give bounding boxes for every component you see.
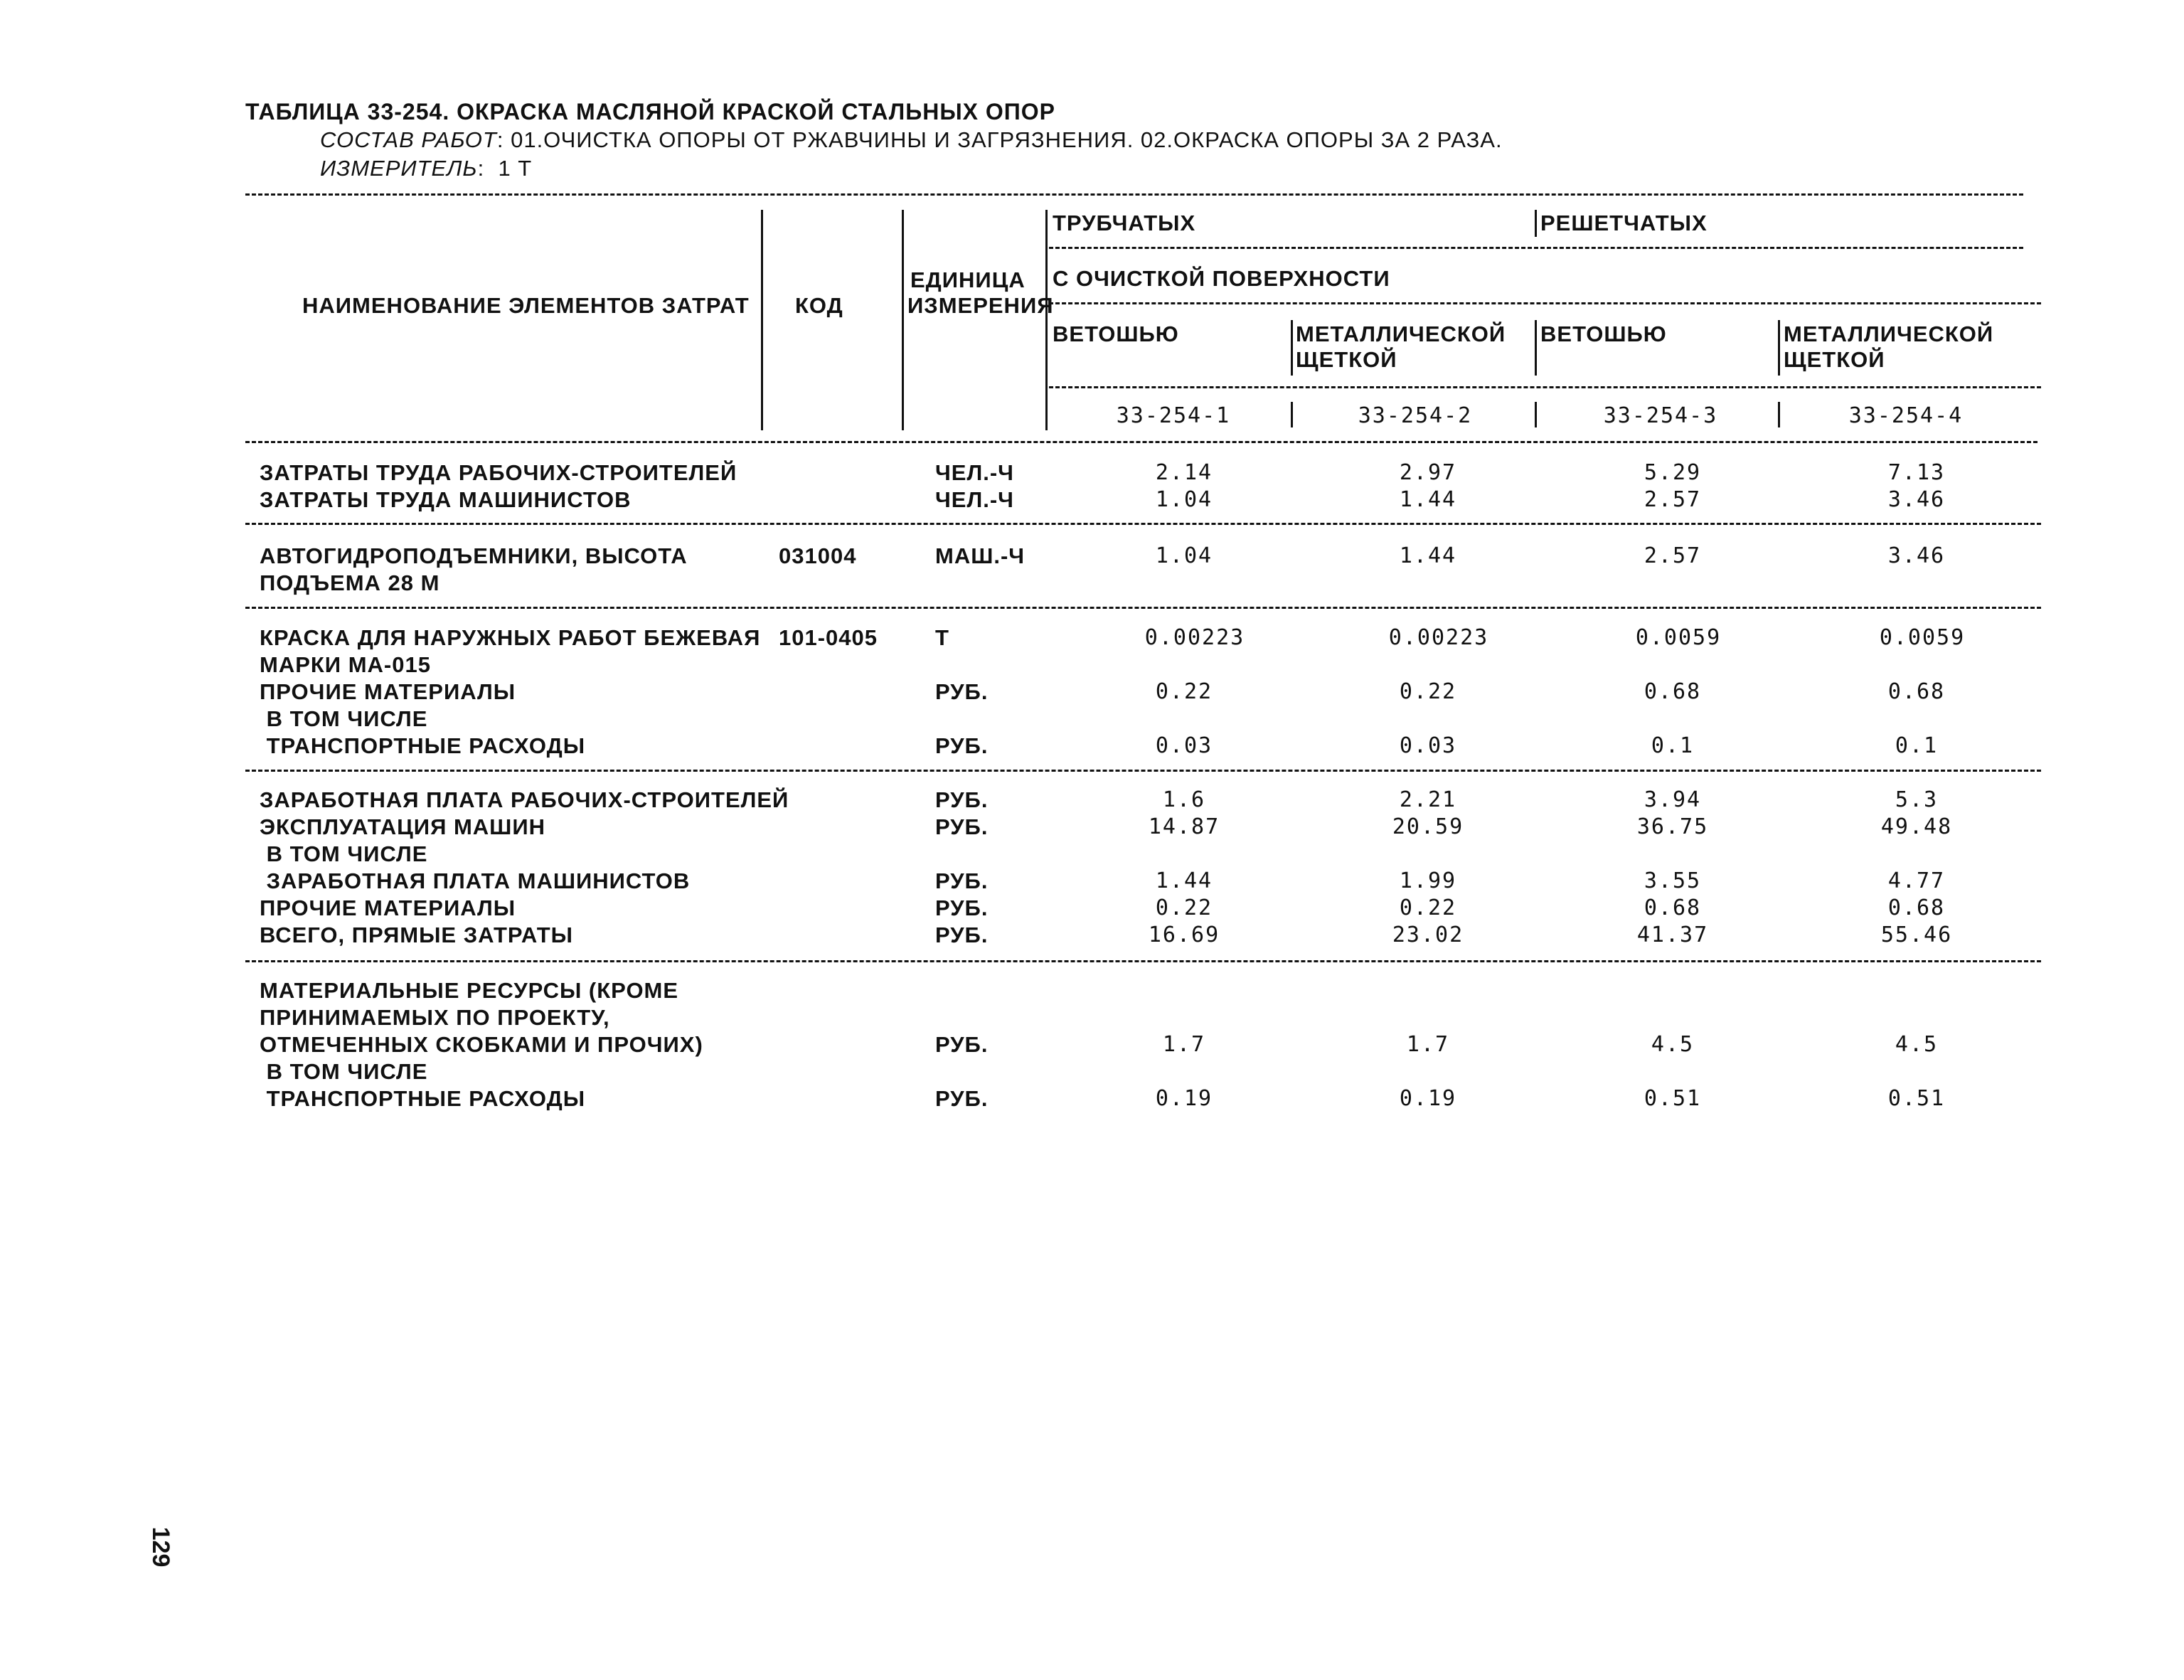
norm-code-3: 33-254-3	[1603, 403, 1718, 428]
row-value: 0.0059	[1635, 625, 1722, 650]
method-rag-1: ВЕТОШЬЮ	[1053, 321, 1179, 346]
row-value: 3.94	[1644, 787, 1702, 812]
row-value: 23.02	[1392, 923, 1464, 947]
row-value: 41.37	[1636, 923, 1709, 947]
norm-code-1: 33-254-1	[1116, 403, 1231, 428]
row-value: 1.44	[1399, 487, 1457, 512]
row-value: 0.22	[1155, 679, 1213, 704]
row-name: МАТЕРИАЛЬНЫЕ РЕСУРСЫ (КРОМЕ	[260, 978, 679, 1003]
row-unit: РУБ.	[935, 923, 989, 947]
row-value: 2.21	[1399, 787, 1457, 812]
row-value: 1.44	[1155, 868, 1213, 893]
row-value: 16.69	[1148, 923, 1220, 947]
row-name: ЗАТРАТЫ ТРУДА РАБОЧИХ-СТРОИТЕЛЕЙ	[260, 460, 737, 485]
row-name: ПРИНИМАЕМЫХ ПО ПРОЕКТУ,	[260, 1005, 610, 1030]
row-value: 0.19	[1399, 1086, 1457, 1111]
row-unit: РУБ.	[935, 868, 989, 893]
row-name-cont: МАРКИ МА-015	[260, 652, 431, 677]
row-name: В ТОМ ЧИСЛЕ	[260, 841, 428, 866]
row-value: 1.7	[1406, 1032, 1450, 1057]
row-value: 0.22	[1155, 895, 1213, 920]
col-divider-unit	[1045, 210, 1048, 430]
meter-text: : 1 Т	[477, 156, 533, 181]
code-divider-4	[1778, 402, 1780, 427]
row-name: ЭКСПЛУАТАЦИЯ МАШИН	[260, 814, 546, 839]
row-value: 4.77	[1887, 868, 1946, 893]
method-rag-2: ВЕТОШЬЮ	[1540, 321, 1667, 346]
col-divider-v2	[1291, 320, 1293, 376]
row-value: 14.87	[1148, 814, 1220, 839]
row-name: В ТОМ ЧИСЛЕ	[260, 706, 428, 731]
row-code: 031004	[779, 543, 857, 568]
group-divider	[1535, 210, 1537, 237]
method-brush-2a: МЕТАЛЛИЧЕСКОЙ	[1784, 321, 1994, 346]
measure-unit	[320, 156, 532, 181]
work-text: : 01.ОЧИСТКА ОПОРЫ ОТ РЖАВЧИНЫ И ЗАГРЯЗНЕНИЯ. 02.ОКРАСКА ОПОРЫ ЗА 2 РАЗА.	[496, 127, 1503, 152]
section-rule	[245, 960, 2041, 962]
row-value: 0.51	[1887, 1086, 1946, 1111]
row-value: 1.6	[1162, 787, 1206, 812]
row-value: 2.57	[1644, 543, 1702, 568]
group-tubular: ТРУБЧАТЫХ	[1053, 211, 1196, 235]
row-value: 0.1	[1651, 733, 1695, 758]
norm-code-4: 33-254-4	[1848, 403, 1964, 428]
row-name: ОТМЕЧЕННЫХ СКОБКАМИ И ПРОЧИХ)	[260, 1032, 703, 1057]
row-value: 1.04	[1155, 487, 1213, 512]
row-unit: РУБ.	[935, 1032, 989, 1057]
cleaning-header: С ОЧИСТКОЙ ПОВЕРХНОСТИ	[1053, 266, 1390, 291]
group-rule	[1049, 247, 2023, 249]
row-value: 0.68	[1644, 679, 1702, 704]
row-value: 0.68	[1644, 895, 1702, 920]
row-value: 4.5	[1651, 1032, 1695, 1057]
row-name: ТРАНСПОРТНЫЕ РАСХОДЫ	[260, 1086, 586, 1111]
work-label: СОСТАВ РАБОТ	[320, 127, 497, 152]
row-unit: МАШ.-Ч	[935, 543, 1026, 568]
row-name: ЗАРАБОТНАЯ ПЛАТА РАБОЧИХ-СТРОИТЕЛЕЙ	[260, 787, 789, 812]
row-value: 7.13	[1887, 460, 1946, 485]
row-name: ПРОЧИЕ МАТЕРИАЛЫ	[260, 895, 516, 920]
row-value: 0.22	[1399, 895, 1457, 920]
method-brush-2b: ЩЕТКОЙ	[1784, 347, 1885, 372]
row-unit: РУБ.	[935, 733, 989, 758]
row-unit: ЧЕЛ.-Ч	[935, 460, 1014, 485]
row-unit: РУБ.	[935, 787, 989, 812]
row-value: 0.03	[1155, 733, 1213, 758]
col-header-name: НАИМЕНОВАНИЕ ЭЛЕМЕНТОВ ЗАТРАТ	[302, 293, 750, 318]
section-rule	[245, 523, 2041, 525]
row-unit: РУБ.	[935, 679, 989, 704]
col-divider-v4	[1778, 320, 1780, 376]
row-name: В ТОМ ЧИСЛЕ	[260, 1059, 428, 1084]
col-divider-v3	[1535, 320, 1537, 376]
row-value: 0.0059	[1879, 625, 1966, 650]
section-rule	[245, 607, 2041, 609]
row-value: 20.59	[1392, 814, 1464, 839]
row-value: 0.68	[1887, 679, 1946, 704]
cleaning-rule	[1049, 302, 2041, 304]
row-value: 1.99	[1399, 868, 1457, 893]
col-header-unit-2: ИЗМЕРЕНИЯ	[907, 293, 1054, 318]
row-name: АВТОГИДРОПОДЪЕМНИКИ, ВЫСОТА	[260, 543, 688, 568]
page-number: 129	[147, 1526, 174, 1568]
row-name-cont: ПОДЪЕМА 28 М	[260, 570, 440, 595]
row-value: 3.46	[1887, 543, 1946, 568]
code-divider-2	[1291, 402, 1293, 427]
row-unit: ЧЕЛ.-Ч	[935, 487, 1014, 512]
row-name: КРАСКА ДЛЯ НАРУЖНЫХ РАБОТ БЕЖЕВАЯ	[260, 625, 761, 650]
col-header-unit-1: ЕДИНИЦА	[910, 267, 1026, 292]
norm-code-2: 33-254-2	[1358, 403, 1473, 428]
row-value: 49.48	[1880, 814, 1953, 839]
method-brush-1b: ЩЕТКОЙ	[1296, 347, 1397, 372]
row-value: 3.55	[1644, 868, 1702, 893]
group-lattice: РЕШЕТЧАТЫХ	[1540, 211, 1708, 235]
row-value: 1.44	[1399, 543, 1457, 568]
work-composition	[320, 128, 1503, 152]
method-rule	[1049, 386, 2041, 388]
row-name: ЗАРАБОТНАЯ ПЛАТА МАШИНИСТОВ	[260, 868, 691, 893]
row-value: 0.68	[1887, 895, 1946, 920]
row-value: 0.00223	[1144, 625, 1245, 650]
row-value: 0.1	[1895, 733, 1939, 758]
section-rule	[245, 770, 2041, 772]
row-value: 36.75	[1636, 814, 1709, 839]
row-name: ВСЕГО, ПРЯМЫЕ ЗАТРАТЫ	[260, 923, 573, 947]
row-value: 0.51	[1644, 1086, 1702, 1111]
row-value: 1.04	[1155, 543, 1213, 568]
row-value: 0.22	[1399, 679, 1457, 704]
row-value: 2.14	[1155, 460, 1213, 485]
row-value: 1.7	[1162, 1032, 1206, 1057]
method-brush-1a: МЕТАЛЛИЧЕСКОЙ	[1296, 321, 1506, 346]
col-header-code: КОД	[795, 293, 843, 318]
col-divider-code	[902, 210, 904, 430]
table-title: ТАБЛИЦА 33-254. ОКРАСКА МАСЛЯНОЙ КРАСКОЙ СТАЛЬНЫХ ОПОР	[245, 99, 1056, 124]
row-value: 0.00223	[1388, 625, 1489, 650]
row-value: 0.03	[1399, 733, 1457, 758]
row-value: 2.57	[1644, 487, 1702, 512]
row-value: 55.46	[1880, 923, 1953, 947]
row-unit: РУБ.	[935, 895, 989, 920]
row-value: 0.19	[1155, 1086, 1213, 1111]
row-value: 2.97	[1399, 460, 1457, 485]
header-top-rule	[245, 193, 2023, 196]
code-divider-3	[1535, 402, 1537, 427]
row-code: 101-0405	[779, 625, 878, 650]
row-value: 5.29	[1644, 460, 1702, 485]
row-unit: РУБ.	[935, 814, 989, 839]
meter-label: ИЗМЕРИТЕЛЬ	[320, 156, 478, 181]
row-name: ПРОЧИЕ МАТЕРИАЛЫ	[260, 679, 516, 704]
row-unit: Т	[935, 625, 949, 650]
row-value: 5.3	[1895, 787, 1939, 812]
header-bottom-rule	[245, 441, 2037, 443]
row-name: ЗАТРАТЫ ТРУДА МАШИНИСТОВ	[260, 487, 632, 512]
row-name: ТРАНСПОРТНЫЕ РАСХОДЫ	[260, 733, 586, 758]
row-value: 3.46	[1887, 487, 1946, 512]
col-divider-name	[761, 210, 763, 430]
row-unit: РУБ.	[935, 1086, 989, 1111]
row-value: 4.5	[1895, 1032, 1939, 1057]
